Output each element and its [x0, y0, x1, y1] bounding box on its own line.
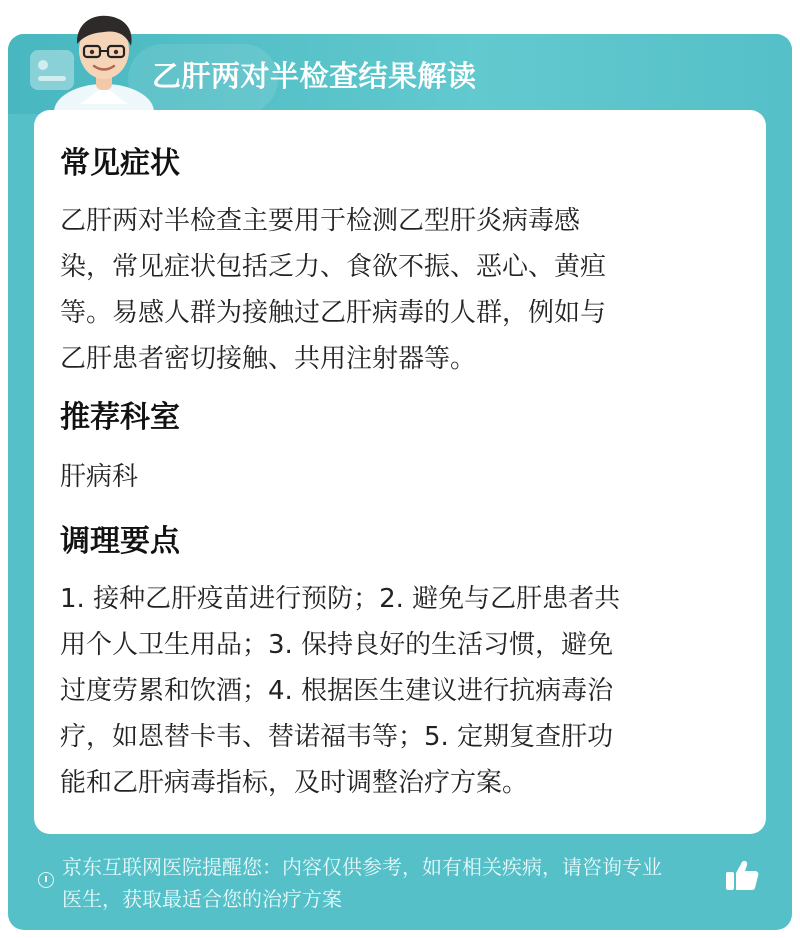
text-line: 等。易感人群为接触过乙肝病毒的人群，例如与 — [60, 298, 607, 328]
disclaimer-line: 医生，获取最适合您的治疗方案 — [62, 887, 342, 911]
info-icon — [38, 872, 54, 888]
department-text — [60, 454, 730, 500]
disclaimer-text — [62, 851, 726, 915]
text-line: 能和乙肝病毒指标，及时调整治疗方案。 — [60, 768, 529, 798]
text-line: 乙肝患者密切接触、共用注射器等。 — [60, 344, 477, 374]
text-line: 疗，如恩替卡韦、替诺福韦等；5. 定期复查肝功 — [60, 722, 614, 752]
doctor-avatar — [48, 8, 160, 112]
section-heading-department: 推荐科室 — [60, 400, 180, 435]
page-title: 乙肝两对半检查结果解读 — [152, 59, 477, 93]
text-line: 肝病科 — [60, 462, 139, 492]
care-tips-text — [60, 576, 730, 806]
disclaimer-line: 京东互联网医院提醒您：内容仅供参考，如有相关疾病，请咨询专业 — [62, 855, 662, 879]
text-line: 用个人卫生用品；3. 保持良好的生活习惯，避免 — [60, 630, 614, 660]
section-heading-symptoms: 常见症状 — [60, 146, 180, 181]
symptoms-text — [60, 198, 730, 382]
text-line: 染，常见症状包括乏力、食欲不振、恶心、黄疸 — [60, 252, 607, 282]
section-heading-care-tips: 调理要点 — [60, 524, 180, 559]
text-line: 乙肝两对半检查主要用于检测乙型肝炎病毒感 — [60, 206, 581, 236]
text-line: 过度劳累和饮酒；4. 根据医生建议进行抗病毒治 — [60, 676, 614, 706]
thumbs-up-icon[interactable] — [724, 858, 760, 892]
content-card — [34, 110, 766, 834]
text-line: 1. 接种乙肝疫苗进行预防；2. 避免与乙肝患者共 — [60, 584, 621, 614]
